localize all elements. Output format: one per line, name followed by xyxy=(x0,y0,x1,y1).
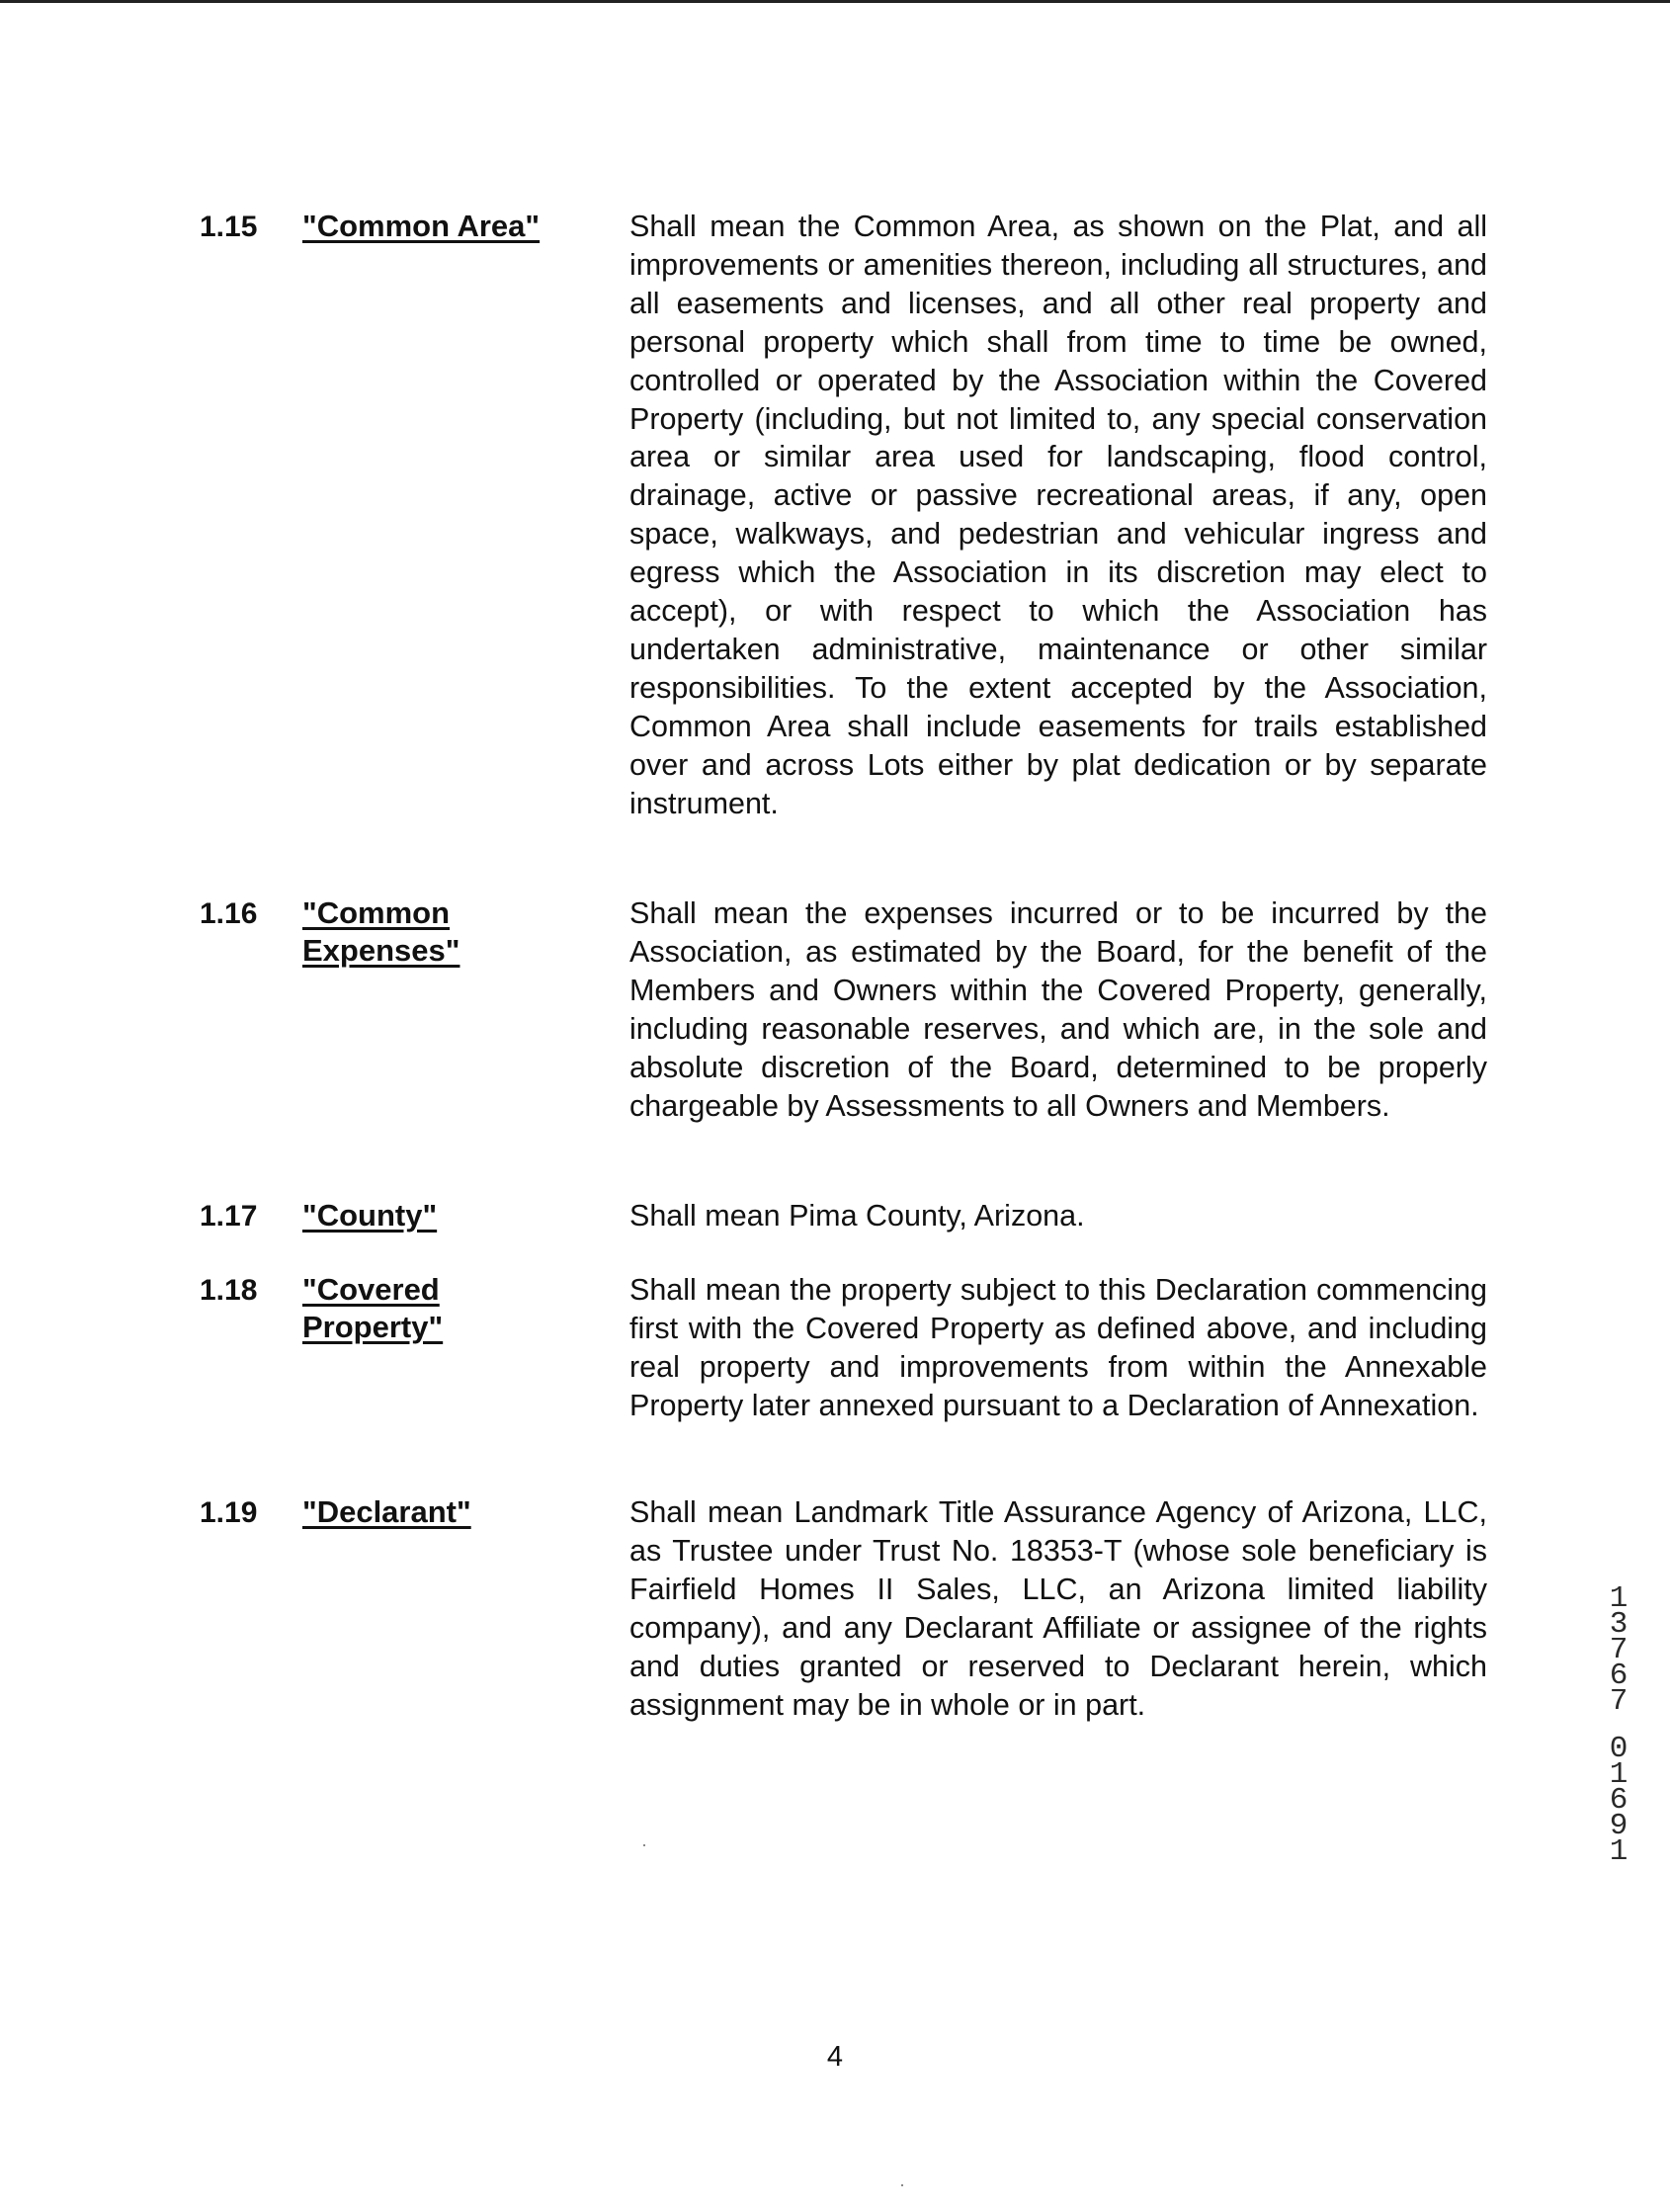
recording-stamp xyxy=(1605,1581,1632,1869)
definition-number: 1.18 xyxy=(200,1274,258,1307)
recording-stamp-part2: 01691 xyxy=(1609,1732,1628,1869)
page-number: 4 xyxy=(826,2041,844,2073)
definition-number: 1.17 xyxy=(200,1200,258,1233)
definition-number: 1.16 xyxy=(200,897,258,930)
scan-speck xyxy=(643,1844,645,1846)
top-border-line xyxy=(0,0,1670,3)
definition-text: Shall mean Pima County, Arizona. xyxy=(629,1199,1085,1233)
definition-text: Shall mean Landmark Title Assurance Agency of Arizona, LLC, as Trustee under Trust No. 18353-T (whose sole beneficiary is Fairfield Homes II Sales, LLC, an Arizona limited liability company), and any Declarant Affiliate or assignee of the rights and duties granted or reserved to Declarant herein, which assignment may be in whole or in part. xyxy=(629,1495,1487,1722)
definition-text: Shall mean the expenses incurred or to be incurred by the Association, as estimated by the Board, for the benefit of the Members and Owners within the Covered Property, generally, including reasonable reserves, and which are, in the sole and absolute discretion of the Board, determined to be properly chargeable by Assessments to all Owners and Members. xyxy=(629,896,1487,1123)
definition-number: 1.15 xyxy=(200,211,258,243)
definition-term: "Covered Property" xyxy=(302,1272,444,1344)
definition-term: "County" xyxy=(302,1198,438,1233)
definition-text: Shall mean the Common Area, as shown on the Plat, and all improvements or amenities thereon, including all structures, and all easements and licenses, and all other real property and personal property which shall from time to time be owned, controlled or operated by the Association within the Covered Property (including, but not limited to, any special conservation area or similar area used for landscaping, flood control, drainage, active or passive recreational areas, if any, open space, walkways, and pedestrian and vehicular ingress and egress which the Association in its discretion may elect to accept), or with respect to which the Association has undertaken administrative, maintenance or other similar responsibilities. To the extent accepted by the Association, Common Area shall include easements for trails established over and across Lots either by plat dedication or by separate instrument. xyxy=(629,210,1487,820)
scan-speck xyxy=(901,2184,903,2186)
definition-term: "Common Area" xyxy=(302,209,541,243)
recording-stamp-part1: 13767 xyxy=(1609,1581,1628,1719)
definition-term: "Declarant" xyxy=(302,1494,471,1529)
definition-term: "Common Expenses" xyxy=(302,895,460,968)
definition-number: 1.19 xyxy=(200,1496,258,1529)
definition-text: Shall mean the property subject to this Declaration commencing first with the Covered Property as defined above, and including real property and improvements from within the Annexable Property later annexed pursuant to a Declaration of Annexation. xyxy=(629,1273,1487,1422)
